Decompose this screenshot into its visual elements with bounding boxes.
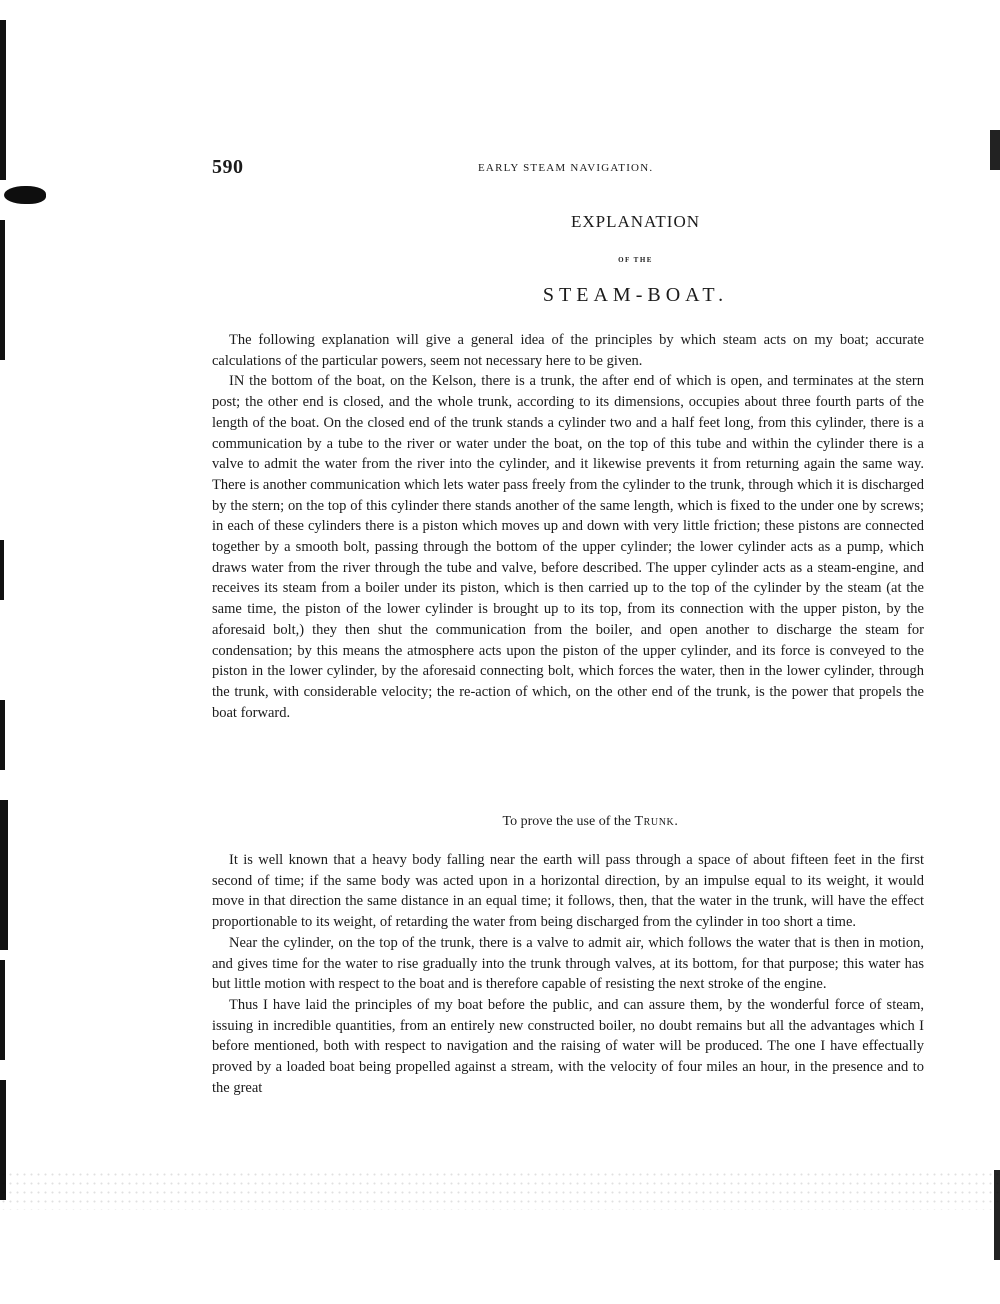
scan-edge-mark xyxy=(0,800,8,950)
paragraph: Thus I have laid the principles of my boat before the public, and can assure them, by the wonderful force of steam, issuing in incredible quantities, from an entirely new constructed boiler, no doubt remains but all the advantages which I before mentioned, both with respect to navigation and the raising of water will be produced. The one I have effectually proved by a loaded boat being propelled against a stream, with the velocity of four miles an hour, in the presence and to the great xyxy=(212,996,924,1096)
paragraph: It is well known that a heavy body falling near the earth will pass through a space of about fifteen feet in the first second of time; if the same body was acted upon in a horizontal direction, by an impulse equal to its weight, it would move in that direction the same distance in an equal time; it follows, then, that the water in the trunk, will have the effect proportionable to its weight, of retarding the water from being discharged from the cylinder in too short a time. xyxy=(212,852,924,931)
subheading-prefix: To prove the use of the xyxy=(502,814,635,829)
page-number: 590 xyxy=(212,156,244,178)
paragraph: Near the cylinder, on the top of the trunk, there is a valve to admit air, which follows the water that is then in motion, and gives time for the water to rise gradually into the trunk through valves, at its bottom, for that purpose; this water has but little motion with respect to the boat and is therefore capable of resisting the next stroke of the engine. xyxy=(212,934,924,993)
paragraph: The following explanation will give a general idea of the principles by which steam acts on my boat; accurate calculations of the particular powers, seem not necessary here to be given. xyxy=(212,332,924,369)
scan-edge-mark xyxy=(0,20,6,180)
ink-blot xyxy=(4,186,46,204)
body-section-1 xyxy=(212,330,924,723)
running-head: EARLY STEAM NAVIGATION. xyxy=(478,162,654,174)
title-of-the: OF THE xyxy=(618,256,653,264)
paragraph: IN the bottom of the boat, on the Kelson, there is a trunk, the after end of which is open, and terminates at the stern post; the other end is closed, and the whole trunk, according to its dimensions, occupies about three fourth parts of the length of the boat. On the closed end of the trunk stands a cylinder two and a half feet long, from this cylinder, there is a communication by a tube to the river or water under the boat, on the top of this tube and within the cylinder there is a valve to admit the water from the river into the cylinder, and it likewise prevents it from returning again the same way. There is another communication which lets water pass freely from the cylinder to the trunk, through which it is discharged by the stern; on the top of this cylinder there stands another of the same length, which is fixed to the under one by screws; in each of these cylinders there is a piston which moves up and down with very little friction; these pistons are connected together by a smooth bolt, passing through the bottom of the upper cylinder; the lower cylinder acts as a pump, which draws water from the river through the tube and valve, before described. The upper cylinder acts as a steam-engine, and receives its steam from a boiler under its piston, which is then carried up to the top of the cylinder by the steam (at the same time, the piston of the lower cylinder is brought up to its top, from its connection with the upper piston, by the aforesaid bolt,) they then shut the communication from the boiler, and open another to discharge the steam for condensation; by this means the atmosphere acts upon the piston of the upper cylinder, and its force is conveyed to the piston in the lower cylinder, by the aforesaid connecting bolt, which forces the water, then in the lower cylinder, through the trunk, with considerable velocity; the re-action of which, on the other end of the trunk, is the power that propels the boat forward. xyxy=(212,373,924,721)
scan-edge-mark xyxy=(0,540,4,600)
section-subheading xyxy=(212,814,924,830)
subheading-term: Trunk. xyxy=(634,814,679,829)
scan-edge-mark xyxy=(0,960,5,1060)
scan-edge-mark xyxy=(0,220,5,360)
scan-speckle xyxy=(0,1170,1000,1210)
title-steam-boat: STEAM-BOAT. xyxy=(542,284,729,306)
scan-right-edge xyxy=(990,130,1000,170)
page-header xyxy=(212,156,924,180)
body-section-2 xyxy=(212,850,924,1098)
scan-edge-mark xyxy=(0,700,5,770)
title-explanation: EXPLANATION xyxy=(570,212,701,231)
